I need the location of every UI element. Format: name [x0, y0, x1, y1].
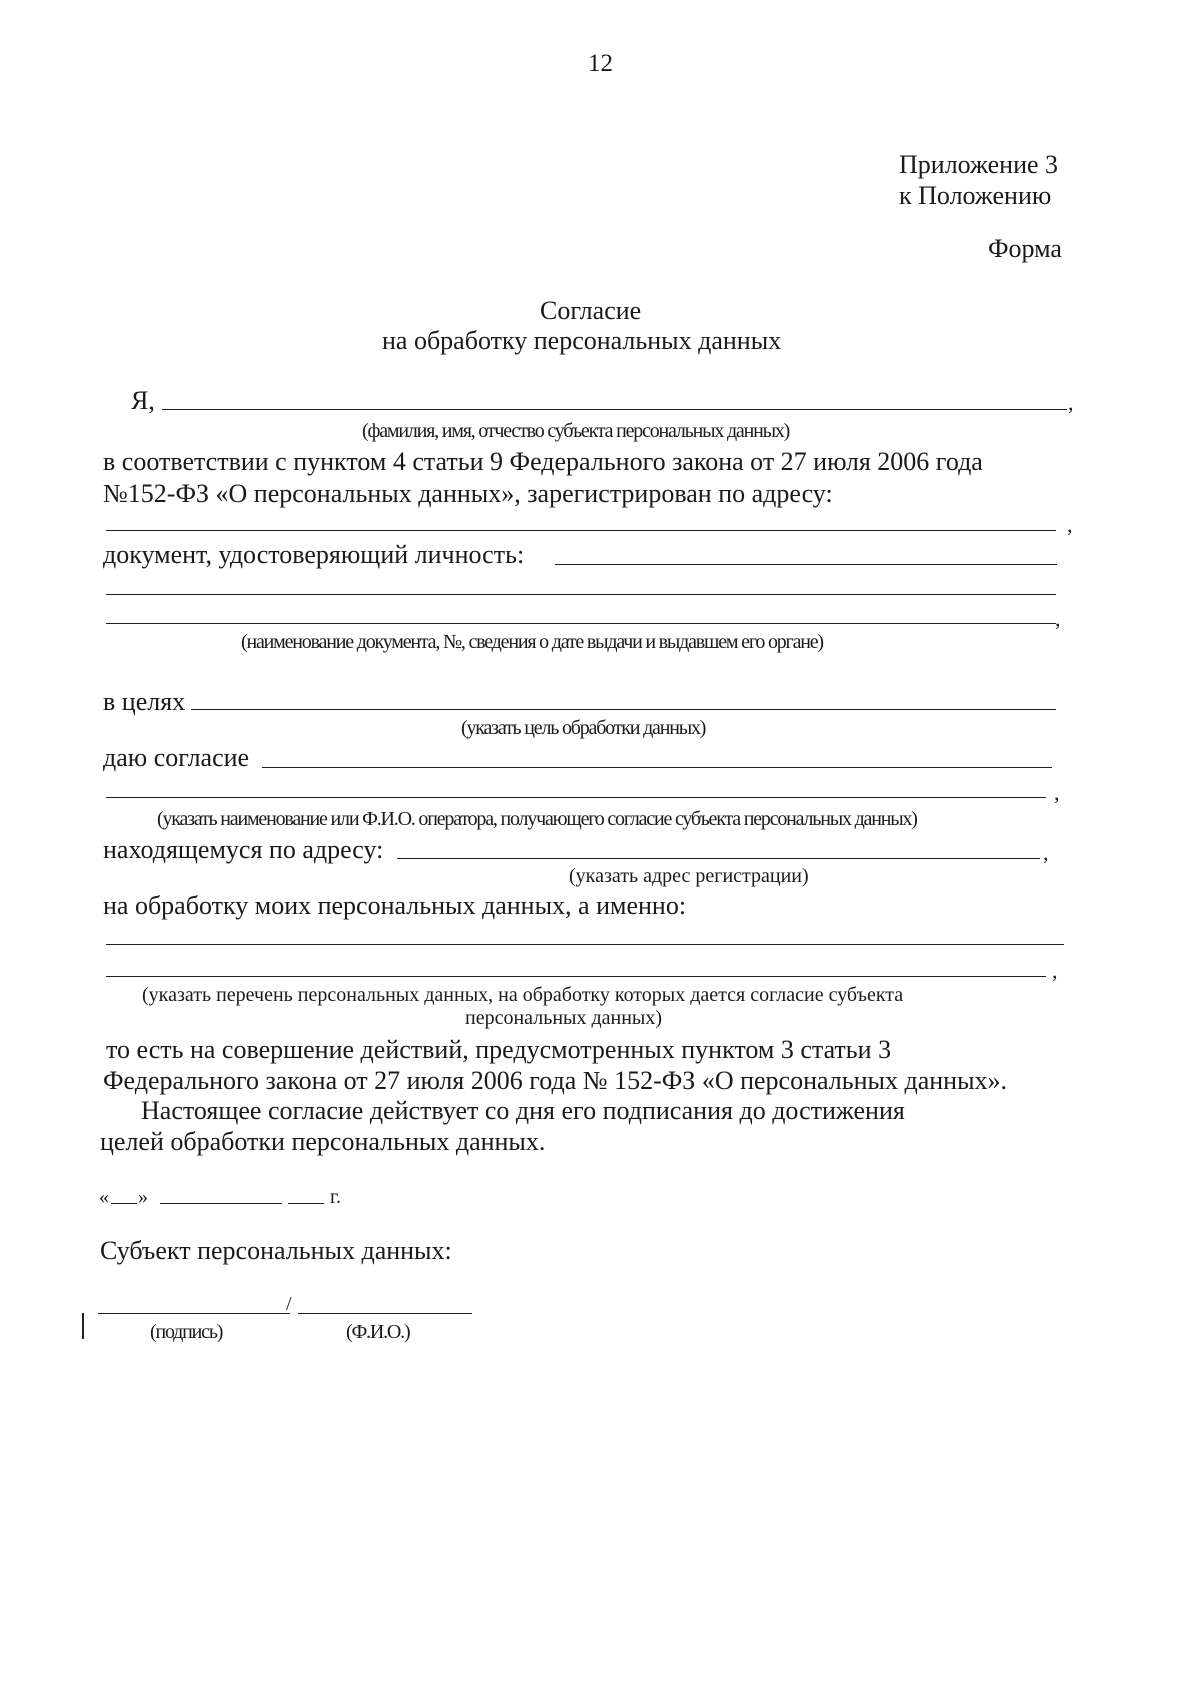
- date-open-quote: «: [99, 1186, 109, 1208]
- document-field-line2[interactable]: [106, 594, 1056, 595]
- operator-hint: (указать наименование или Ф.И.О. оператора, получающего согласие субъекта персональных данных): [157, 808, 917, 830]
- data-list-field-line2[interactable]: [106, 976, 1046, 977]
- date-month-field[interactable]: [160, 1203, 282, 1204]
- data-list-label: на обработку моих персональных данных, а именно:: [103, 891, 687, 920]
- scan-margin-mark: [82, 1313, 84, 1339]
- operator-address-hint: (указать адрес регистрации): [569, 865, 809, 887]
- actions-line2: Федерального закона от 27 июля 2006 года № 152-ФЗ «О персональных данных».: [103, 1066, 1008, 1095]
- purpose-field[interactable]: [191, 709, 1056, 710]
- comma: ,: [1068, 390, 1074, 415]
- consent-label: даю согласие: [103, 743, 250, 772]
- fio-signature-hint: (Ф.И.О.): [346, 1321, 410, 1343]
- data-list-hint-line1: (указать перечень персональных данных, на обработку которых дается согласие субъекта: [142, 984, 904, 1006]
- data-list-field[interactable]: [106, 944, 1064, 945]
- date-year-suffix: г.: [330, 1186, 341, 1208]
- operator-field[interactable]: [262, 767, 1052, 768]
- document-hint: (наименование документа, №, сведения о дате выдачи и выдавшем его органе): [241, 631, 823, 653]
- data-list-hint-line2: персональных данных): [465, 1007, 663, 1029]
- regulation-label: к Положению: [899, 181, 1052, 210]
- comma: ,: [1043, 840, 1049, 865]
- registration-address-field[interactable]: [106, 530, 1056, 531]
- validity-line1: Настоящее согласие действует со дня его подписания до достижения: [141, 1096, 905, 1125]
- date-year-field[interactable]: [288, 1203, 324, 1204]
- purpose-label: в целях: [103, 687, 186, 716]
- signature-field[interactable]: [98, 1313, 290, 1314]
- document-field-line3[interactable]: [106, 623, 1056, 624]
- form-label: Форма: [988, 234, 1062, 263]
- i-label: Я,: [131, 386, 155, 415]
- appendix-label: Приложение 3: [899, 150, 1059, 179]
- document-label: документ, удостоверяющий личность:: [103, 540, 525, 569]
- comma: ,: [1052, 958, 1058, 983]
- document-field[interactable]: [555, 564, 1057, 565]
- operator-field-line2[interactable]: [106, 797, 1046, 798]
- comma: ,: [1054, 780, 1060, 805]
- validity-line2: целей обработки персональных данных.: [100, 1127, 546, 1156]
- comma: ,: [1055, 606, 1061, 631]
- title-consent: Согласие: [540, 296, 642, 325]
- signature-slash: /: [286, 1293, 292, 1315]
- date-close-quote: »: [138, 1186, 148, 1208]
- page-number: 12: [588, 50, 613, 77]
- subject-label: Субъект персональных данных:: [100, 1236, 452, 1265]
- law-reference-line2: №152-ФЗ «О персональных данных», зарегистрирован по адресу:: [103, 479, 833, 508]
- law-reference-line1: в соответствии с пунктом 4 статьи 9 Федерального закона от 27 июля 2006 года: [103, 447, 983, 476]
- title-subtitle: на обработку персональных данных: [382, 326, 782, 355]
- signature-hint: (подпись): [150, 1321, 223, 1343]
- date-day-field[interactable]: [111, 1203, 137, 1204]
- operator-address-field[interactable]: [397, 858, 1040, 859]
- comma: ,: [1067, 512, 1073, 537]
- fio-hint: (фамилия, имя, отчество субъекта персональных данных): [362, 420, 790, 442]
- actions-line1: то есть на совершение действий, предусмотренных пунктом 3 статьи 3: [106, 1035, 892, 1064]
- purpose-hint: (указать цель обработки данных): [461, 717, 706, 739]
- fio-signature-field[interactable]: [298, 1313, 472, 1314]
- fio-field[interactable]: [162, 409, 1067, 410]
- operator-address-label: находящемуся по адресу:: [103, 835, 384, 864]
